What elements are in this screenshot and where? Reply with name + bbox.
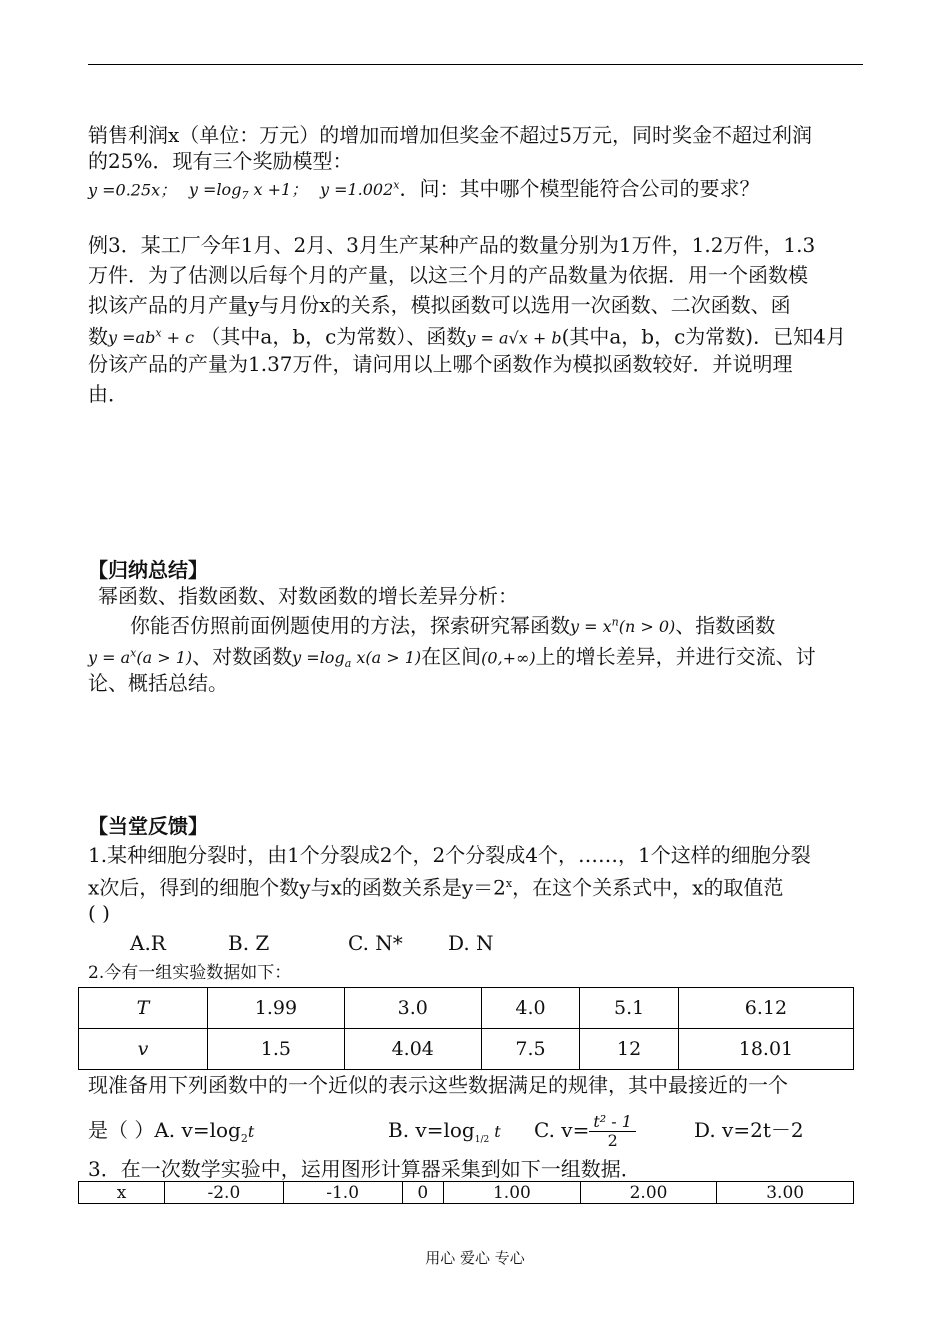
table-cell: 4.04 — [344, 1029, 481, 1070]
header-rule — [88, 64, 863, 65]
intro-question: ．问：其中哪个模型能符合公司的要求？ — [399, 176, 760, 201]
table-cell: -2.0 — [165, 1182, 284, 1204]
table-cell: 0 — [402, 1182, 444, 1204]
example3-line-5: 份该产品的产量为1.37万件，请问用以上哪个函数作为模拟函数较好．并说明理 — [88, 352, 793, 376]
q3-title: 3．在一次数学实验中，运用图形计算器采集到如下一组数据． — [88, 1157, 641, 1181]
table-row-label: v — [79, 1029, 208, 1070]
table-cell: 7.5 — [481, 1029, 580, 1070]
example3-line-1: 例3．某工厂今年1月、2月、3月生产某种产品的数量分别为1万件，1.2万件，1.3 — [88, 233, 816, 257]
q2-line-1: 现准备用下列函数中的一个近似的表示这些数据满足的规律，其中最接近的一个 — [88, 1073, 788, 1097]
q3-data-table — [78, 1181, 854, 1204]
q1-options — [130, 930, 494, 956]
example3-line-6: 由． — [88, 382, 128, 406]
table-cell: 1.00 — [444, 1182, 581, 1204]
summary-line-4: 论、概括总结。 — [88, 671, 228, 695]
table-cell: 3.0 — [344, 988, 481, 1029]
table-cell: 12 — [580, 1029, 679, 1070]
q1-option-d: D. N — [448, 931, 494, 955]
fraction: $\frac{\text{t² - 1}}{2}$ — [589, 1113, 636, 1150]
model-3: $y =1.002^x$ — [319, 179, 400, 200]
table-cell: 1.99 — [208, 988, 345, 1029]
q2-option-d: D. v=2t－2 — [694, 1118, 804, 1142]
interval: (0,+∞) — [481, 648, 536, 668]
q2-options — [88, 1113, 804, 1153]
q2-title: 2.今有一组实验数据如下： — [88, 963, 292, 983]
table-cell: 5.1 — [580, 988, 679, 1029]
q1-answer-blank: ( ) — [88, 901, 110, 925]
q2-data-table — [78, 987, 854, 1070]
power-function: $y = x^n(n > 0)$ — [570, 616, 676, 637]
exponential-function: $y = a^x(a > 1)$ — [88, 647, 193, 668]
table-cell: 18.01 — [678, 1029, 853, 1070]
summary-line-2: 你能否仿照前面例题使用的方法，探索研究幂函数$y = x^n(n > 0)$、指数函数 — [130, 613, 776, 638]
log-function: $y =\log_a$ x(a > 1) — [292, 648, 422, 671]
example3-line-4: 数$y =ab^x + c$ （其中a，b，c为常数）、函数y = a√x + b(其中a，b，c为常数)．已知4月 — [88, 324, 846, 349]
example3-line-3: 拟该产品的月产量y与月份x的关系，模拟函数可以选用一次函数、二次函数、函 — [88, 293, 791, 317]
table-cell: 3.00 — [717, 1182, 854, 1204]
q1-line-1: 1.某种细胞分裂时，由1个分裂成2个，2个分裂成4个，……，1个这样的细胞分裂 — [88, 843, 811, 867]
table-row — [79, 1029, 854, 1070]
summary-line-3: $y = a^x(a > 1)$、对数函数$y =\log_a$ x(a > 1)在区间(0,+∞)上的增长差异，并进行交流、讨 — [88, 644, 816, 671]
q2-option-b: B. $v=\log_{1/2}$ t — [388, 1118, 501, 1145]
table-cell: 2.00 — [580, 1182, 717, 1204]
page-footer: 用心 爱心 专心 — [425, 1249, 525, 1267]
table-row — [79, 988, 854, 1029]
q1-line-2: x次后，得到的细胞个数y与x的函数关系是$y=2^x$，在这个关系式中，x的取值范 — [88, 875, 784, 900]
q2-option-c: C. v= $\frac{\text{t² - 1}}{2}$ — [534, 1113, 694, 1150]
table-cell: 6.12 — [678, 988, 853, 1029]
model-1: y =0.25x； — [88, 180, 177, 200]
formula-exponential: $y =ab^x + c$ — [108, 327, 195, 348]
summary-heading: 【归纳总结】 — [88, 558, 208, 582]
intro-line-2: 的25%．现有三个奖励模型： — [88, 149, 353, 173]
intro-line-1: 销售利润x（单位：万元）的增加而增加但奖金不超过5万元，同时奖金不超过利润 — [88, 123, 813, 147]
q1-option-b: B. Z — [228, 931, 270, 955]
intro-models — [88, 173, 760, 210]
q1-option-c: C. N* — [348, 931, 403, 955]
table-row-label: x — [79, 1182, 165, 1204]
q1-option-a: A.R — [130, 931, 166, 955]
table-row — [79, 1182, 854, 1204]
table-cell: 4.0 — [481, 988, 580, 1029]
formula-sqrt: y = a√x + b — [466, 328, 562, 348]
model-2: $y =\log_7$ x +1； — [188, 180, 308, 203]
example3-line-2: 万件．为了估测以后每个月的产量，以这三个月的产品数量为依据．用一个函数模 — [88, 263, 808, 287]
table-row-label: T — [79, 988, 208, 1029]
feedback-heading: 【当堂反馈】 — [88, 814, 208, 838]
summary-line-1: 幂函数、指数函数、对数函数的增长差异分析： — [98, 584, 518, 608]
q2-option-a: 是（ ）A. $v=\log_2t$ — [88, 1118, 255, 1145]
table-cell: -1.0 — [283, 1182, 402, 1204]
table-cell: 1.5 — [208, 1029, 345, 1070]
